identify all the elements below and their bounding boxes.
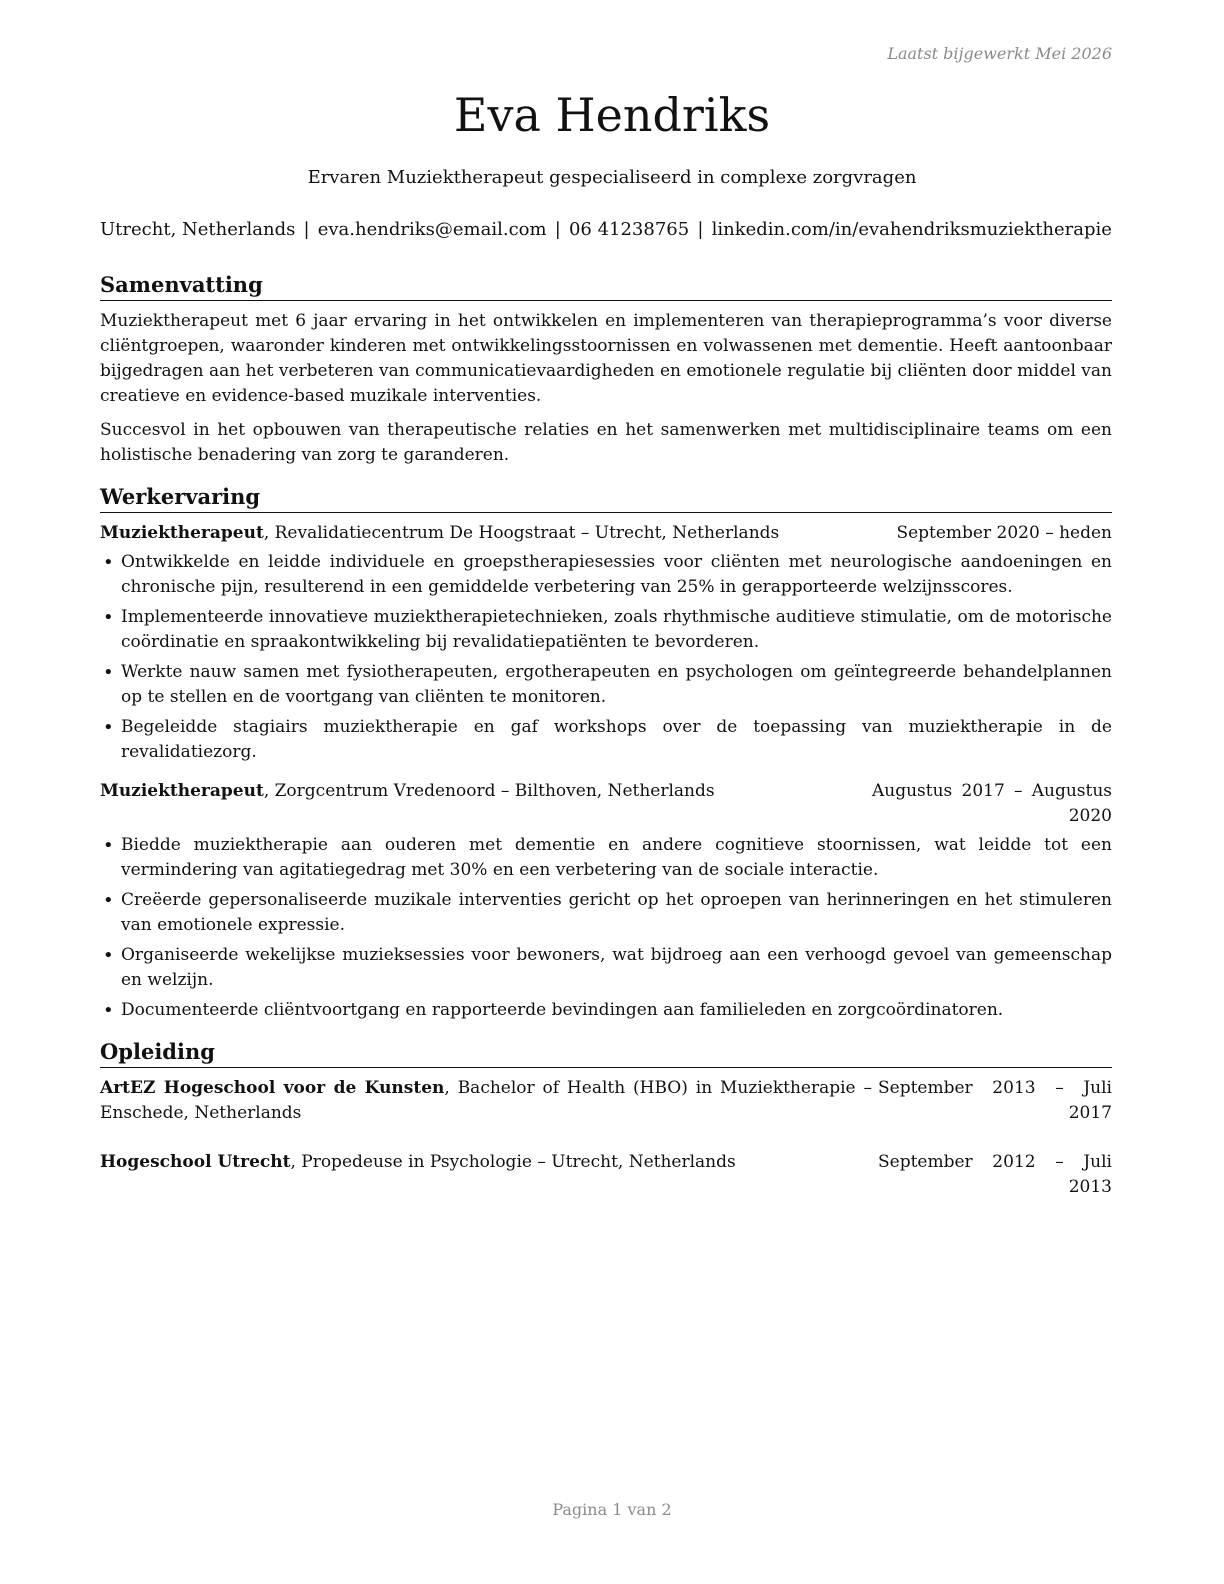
contact-phone: 06 41238765 <box>568 219 690 240</box>
job-bullet: • Implementeerde innovatieve muziektherapietechnieken, zoals rhythmische auditieve stimulatie, om de motorische coördinatie en spraakontwikkeling bij revalidatiepatiënten te bevorderen. <box>100 605 1112 655</box>
section-title-summary: Samenvatting <box>100 270 1112 301</box>
job-role: Muziektherapeut <box>100 523 264 543</box>
job-bullet: • Begeleidde stagiairs muziektherapie en gaf workshops over de toepassing van muziektherapie in de revalidatiezorg. <box>100 715 1112 765</box>
job-dates: Augustus 2017 – Augustus 2020 <box>872 781 1112 826</box>
education-dates: September 2012 – Juli 2013 <box>878 1152 1112 1197</box>
contact-separator: | <box>697 219 704 240</box>
headline: Ervaren Muziektherapeut gespecialiseerd in complexe zorgvragen <box>307 167 917 188</box>
job-organization: , Zorgcentrum Vredenoord – Bilthoven, Netherlands <box>263 781 715 801</box>
job-bullet: • Organiseerde wekelijkse muzieksessies voor bewoners, wat bijdroeg aan een verhoogd gevoel van gemeenschap en welzijn. <box>100 943 1112 993</box>
job-bullet: • Ontwikkelde en leidde individuele en groepstherapiesessies voor cliënten met neurologische aandoeningen en chronische pijn, resulterend in een gemiddelde verbetering van 25% in gerapporteerde welzijnsscores. <box>100 550 1112 600</box>
summary-paragraph: Muziektherapeut met 6 jaar ervaring in het ontwikkelen en implementeren van therapieprogramma’s voor diverse cliëntgroepen, waaronder kinderen met ontwikkelingsstoornissen en volwassenen met dementie. Heeft aantoonbaar bijgedragen aan het verbeteren van communicatievaardigheden en emotionele regulatie bij cliënten door middel van creatieve en evidence-based muzikale interventies. <box>100 311 1112 406</box>
job-header <box>100 521 1112 546</box>
education-detail: , Propedeuse in Psychologie – Utrecht, Netherlands <box>290 1152 736 1172</box>
education-school: ArtEZ Hogeschool voor de Kunsten <box>100 1078 445 1098</box>
education-item <box>100 1076 1112 1126</box>
job-organization: , Revalidatiecentrum De Hoogstraat – Utrecht, Netherlands <box>263 523 780 543</box>
education-dates: September 2013 – Juli 2017 <box>878 1078 1112 1123</box>
contact-linkedin[interactable]: linkedin.com/in/evahendriksmuziektherapie <box>711 219 1112 240</box>
page-number: Pagina 1 van 2 <box>552 1500 672 1519</box>
contact-email[interactable]: eva.hendriks@email.com <box>317 219 547 240</box>
contact-location: Utrecht, Netherlands <box>100 219 296 240</box>
experience-section <box>100 482 1112 1023</box>
job-bullet: • Biedde muziektherapie aan ouderen met dementie en andere cognitieve stoornissen, wat leidde tot een vermindering van agitatiegedrag met 30% en een verbetering van de sociale interactie. <box>100 833 1112 883</box>
job-dates: September 2020 – heden <box>896 523 1112 543</box>
resume-content <box>100 270 1112 1224</box>
job-bullet: • Documenteerde cliëntvoortgang en rapporteerde bevindingen aan familieleden en zorgcoördinatoren. <box>100 998 1112 1023</box>
last-updated: Laatst bijgewerkt Mei 2026 <box>887 44 1112 63</box>
education-line <box>100 1076 878 1126</box>
contact-bar <box>100 219 1112 240</box>
job-header <box>100 779 1112 829</box>
summary-paragraph: Succesvol in het opbouwen van therapeutische relaties en het samenwerken met multidisciplinaire teams om een holistische benadering van zorg te garanderen. <box>100 420 1112 465</box>
job-role: Muziektherapeut <box>100 781 264 801</box>
section-title-education: Opleiding <box>100 1037 1112 1068</box>
summary-section <box>100 270 1112 468</box>
job-title-line <box>100 521 896 546</box>
candidate-name: Eva Hendriks <box>453 88 771 142</box>
education-item <box>100 1150 1112 1200</box>
education-detail: , Bachelor of Health (HBO) in Muziektherapie – Enschede, Netherlands <box>100 1078 872 1123</box>
education-school: Hogeschool Utrecht <box>100 1152 291 1172</box>
job-bullet: • Creëerde gepersonaliseerde muzikale interventies gericht op het oproepen van herinneringen en het stimuleren van emotionele expressie. <box>100 888 1112 938</box>
job-title-line <box>100 779 872 804</box>
education-section <box>100 1037 1112 1200</box>
education-line <box>100 1150 878 1175</box>
job-bullet: • Werkte nauw samen met fysiotherapeuten, ergotherapeuten en psychologen om geïntegreerde behandelplannen op te stellen en de voortgang van cliënten te monitoren. <box>100 660 1112 710</box>
section-title-experience: Werkervaring <box>100 482 1112 513</box>
job-bullets <box>100 833 1112 1023</box>
job-bullets <box>100 550 1112 765</box>
contact-separator: | <box>303 219 310 240</box>
contact-separator: | <box>554 219 561 240</box>
